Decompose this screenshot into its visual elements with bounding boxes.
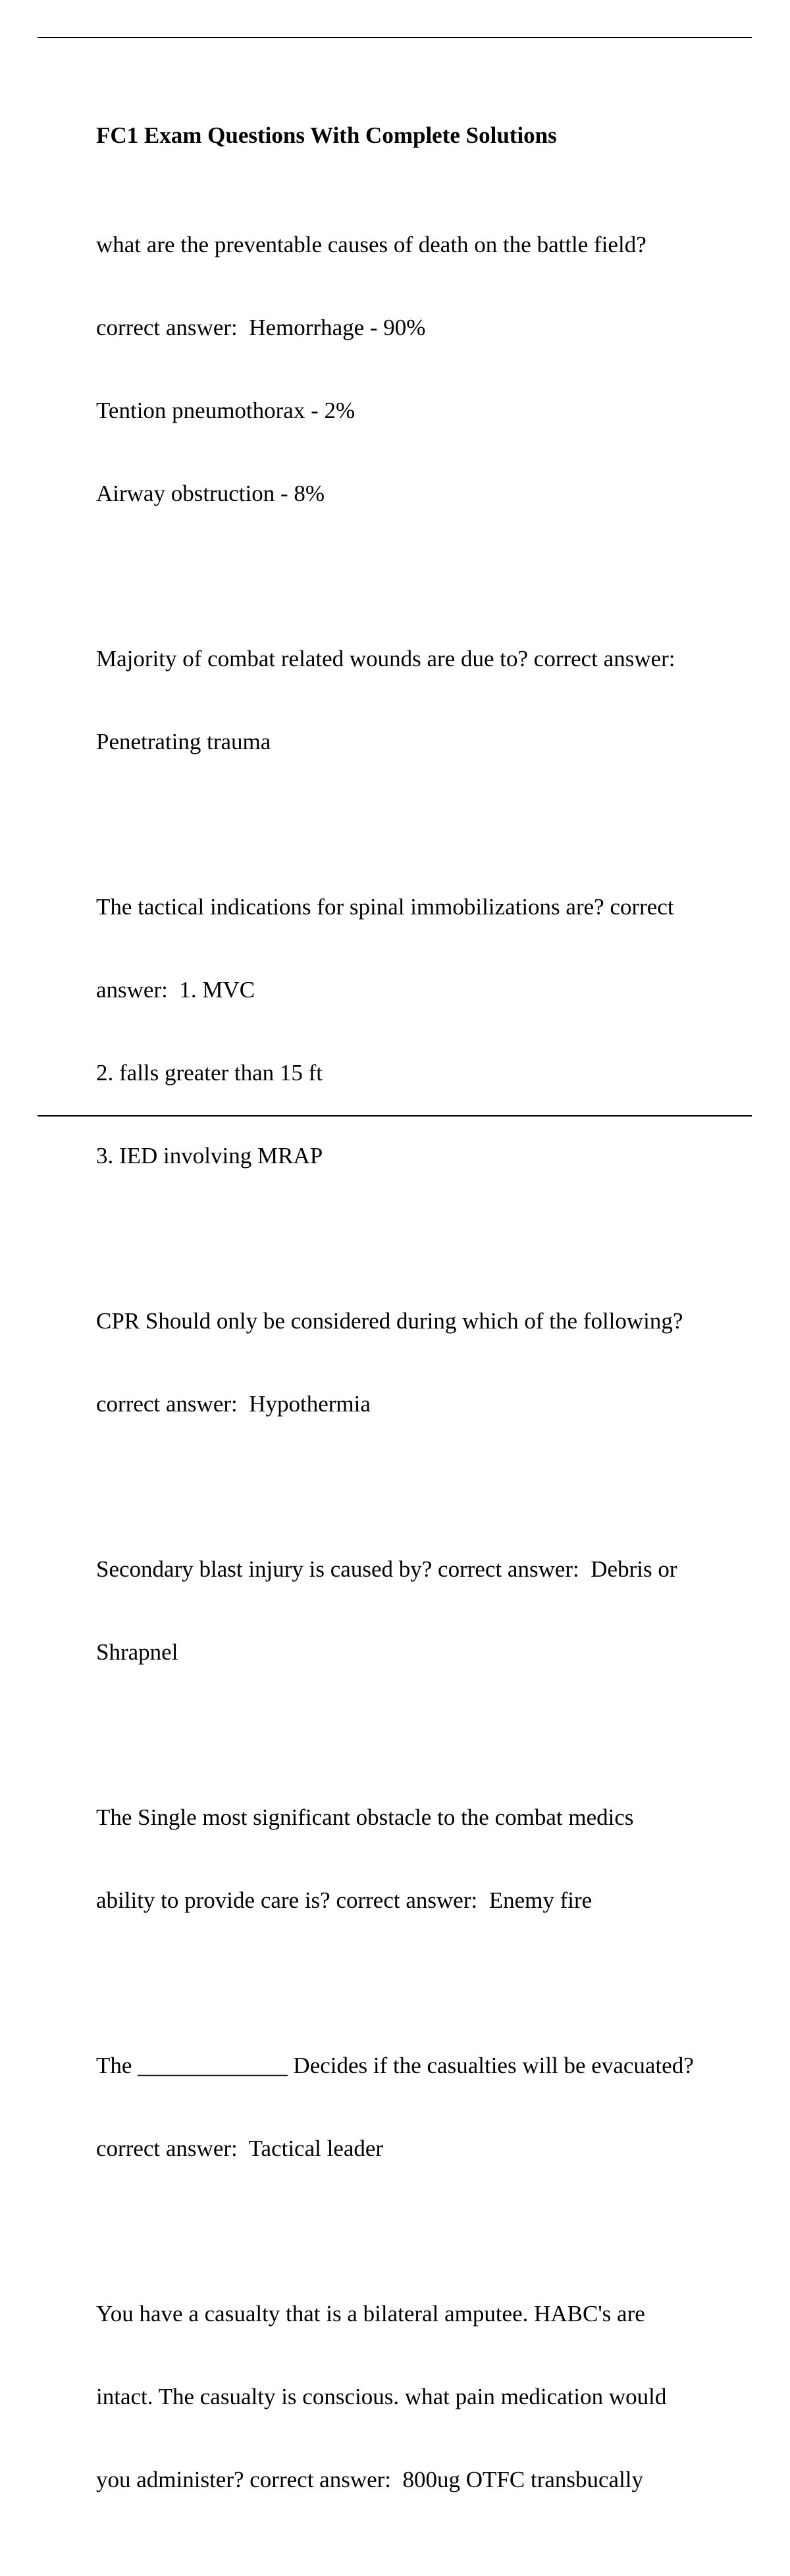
qa-line: 3. IED involving MRAP: [96, 1143, 323, 1169]
qa-line: correct answer: Tactical leader: [96, 2136, 384, 2161]
qa-line: Majority of combat related wounds are due to? correct answer:: [96, 646, 675, 671]
qa-line: what are the preventable causes of death on the battle field?: [96, 232, 646, 257]
qa-line: You have a casualty that is a bilateral amputee. HABC's are: [96, 2301, 645, 2326]
qa-line: CPR Should only be considered during which of the following?: [96, 1308, 683, 1334]
qa-line: The tactical indications for spinal immobilizations are? correct: [96, 894, 674, 920]
qa-line: intact. The casualty is conscious. what pain medication would: [96, 2384, 667, 2409]
qa-block: [96, 176, 728, 563]
qa-line: Airway obstruction - 8%: [96, 481, 325, 506]
top-divider: [38, 37, 752, 38]
qa-line: 2. falls greater than 15 ft: [96, 1060, 323, 1086]
qa-block: [96, 1997, 728, 2218]
qa-line: ability to provide care is? correct answer: Enemy fire: [96, 1887, 592, 1913]
qa-line: The _____________ Decides if the casualties will be evacuated?: [96, 2053, 694, 2078]
qa-block: [96, 1252, 728, 1473]
qa-line: answer: 1. MVC: [96, 977, 255, 1003]
qa-block: [96, 590, 728, 811]
qa-block: [96, 1748, 728, 1970]
document-body: [96, 122, 728, 2576]
qa-line: you administer? correct answer: 800ug OTFC transbucally: [96, 2467, 644, 2492]
qa-line: correct answer: Hemorrhage - 90%: [96, 315, 426, 340]
qa-block: [96, 2245, 728, 2549]
qa-line: Tention pneumothorax - 2%: [96, 398, 356, 423]
document-title: FC1 Exam Questions With Complete Solutions: [96, 122, 557, 148]
qa-line: Penetrating trauma: [96, 729, 271, 754]
qa-line: Shrapnel: [96, 1639, 178, 1665]
qa-line: Secondary blast injury is caused by? correct answer: Debris or: [96, 1556, 677, 1582]
qa-line: correct answer: Hypothermia: [96, 1391, 371, 1417]
bottom-divider: [38, 1115, 752, 1117]
qa-block: [96, 838, 728, 1225]
qa-line: The Single most significant obstacle to the combat medics: [96, 1804, 634, 1830]
qa-block: [96, 1500, 728, 1722]
